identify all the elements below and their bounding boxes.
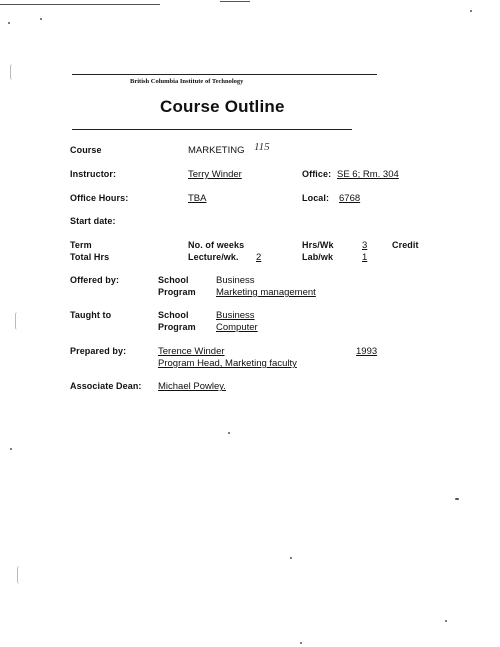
taught-school-value: Business <box>216 310 255 321</box>
office-hours-label: Office Hours: <box>70 193 129 203</box>
taught-program-value: Computer <box>216 322 258 333</box>
credit-label: Credit <box>392 240 419 250</box>
lab-wk-label: Lab/wk <box>302 252 334 262</box>
local-label: Local: <box>302 193 330 203</box>
term-label: Term <box>70 240 92 250</box>
scan-mark <box>15 312 20 330</box>
prepared-by-label: Prepared by: <box>70 346 127 356</box>
scan-speck <box>290 557 292 559</box>
offered-program-value: Marketing management <box>216 287 316 298</box>
scan-speck <box>40 18 42 20</box>
hrs-wk-label: Hrs/Wk <box>302 240 334 250</box>
office-label: Office: <box>302 169 332 179</box>
taught-school-label: School <box>158 310 189 320</box>
scan-edge-line <box>220 1 250 2</box>
offered-program-label: Program <box>158 287 196 297</box>
lecture-label: Lecture/wk. <box>188 252 239 262</box>
course-value: MARKETING <box>188 145 245 156</box>
offered-school-value: Business <box>216 275 255 286</box>
offered-by-label: Offered by: <box>70 275 120 285</box>
page-title: Course Outline <box>160 97 285 116</box>
institution-name: British Columbia Institute of Technology <box>130 78 244 85</box>
prepared-by-name: Terence Winder <box>158 346 225 357</box>
scan-mark <box>10 64 15 80</box>
associate-dean-label: Associate Dean: <box>70 381 142 391</box>
local-value: 6768 <box>339 193 361 204</box>
offered-school-label: School <box>158 275 189 285</box>
weeks-label: No. of weeks <box>188 240 245 250</box>
course-handwritten-number: 115 <box>254 141 270 153</box>
scan-mark <box>17 566 22 584</box>
scan-speck <box>470 10 472 12</box>
header-bottom-rule <box>72 129 352 130</box>
scan-speck <box>300 642 302 644</box>
taught-to-label: Taught to <box>70 310 112 320</box>
lecture-value: 2 <box>256 252 262 263</box>
scan-speck <box>8 22 10 24</box>
prepared-by-title: Program Head, Marketing faculty <box>158 358 297 369</box>
scan-speck <box>10 448 12 450</box>
office-value: SE 6; Rm. 304 <box>337 169 399 180</box>
prepared-year: 1993 <box>356 346 378 357</box>
course-label: Course <box>70 145 102 155</box>
start-date-label: Start date: <box>70 216 116 226</box>
instructor-value: Terry Winder <box>188 169 242 180</box>
scan-speck <box>445 620 447 622</box>
header-top-rule <box>72 74 377 75</box>
scan-speck <box>228 432 230 434</box>
taught-program-label: Program <box>158 322 196 332</box>
lab-wk-value: 1 <box>362 252 368 263</box>
scan-edge-line <box>0 4 160 5</box>
instructor-label: Instructor: <box>70 169 117 179</box>
total-hrs-label: Total Hrs <box>70 252 110 262</box>
scan-speck <box>455 498 459 500</box>
office-hours-value: TBA <box>188 193 207 204</box>
hrs-wk-value: 3 <box>362 240 368 251</box>
associate-dean-value: Michael Powley. <box>158 381 226 392</box>
